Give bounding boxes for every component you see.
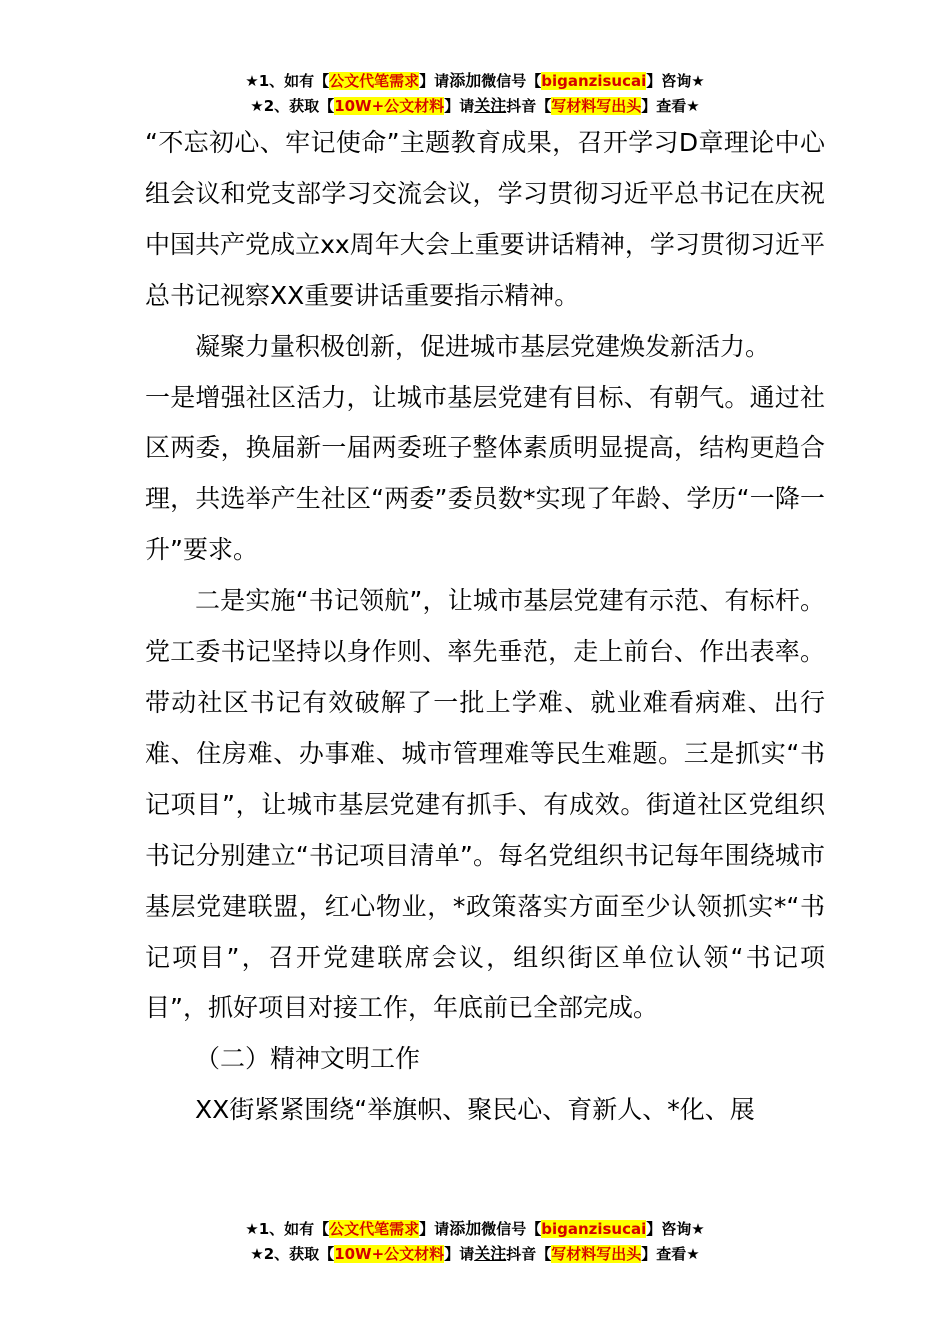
- banner-line-2: [0, 93, 950, 118]
- paragraph-3: 一是增强社区活力，让城市基层党建有目标、有朝气。通过社区两委，换届新一届两委班子整体素质明显提高，结构更趋合理，共选举产生社区“两委”委员数*实现了年龄、学历“一降一升”要求。: [145, 382, 825, 565]
- paragraph-1: “不忘初心、牢记使命”主题教育成果，召开学习D章理论中心组会议和党支部学习交流会议，学习贯彻习近平总书记在庆祝中国共产党成立xx周年大会上重要讲话精神，学习贯彻习近平总书记视察XX重要讲话重要指示精神。: [145, 128, 825, 310]
- banner-emphasis: 添加: [449, 71, 482, 90]
- banner-highlight: 10W+公文材料: [334, 97, 445, 115]
- banner-emphasis: 添加: [449, 1219, 482, 1238]
- banner-text: 】咨询★: [646, 72, 705, 90]
- paragraph-2: 凝聚力量积极创新，促进城市基层党建焕发新活力。: [195, 331, 771, 361]
- banner-line-1: [0, 68, 950, 93]
- banner-text: 】请: [419, 1220, 450, 1238]
- footer-banner: [0, 1216, 950, 1266]
- banner-text: ★2、获取【: [250, 1245, 335, 1263]
- banner-highlight: 写材料写出头: [551, 1245, 642, 1263]
- paragraph-6: XX街紧紧围绕“举旗帜、聚民心、育新人、*化、展: [195, 1095, 755, 1125]
- banner-highlight: 10W+公文材料: [334, 1245, 445, 1263]
- banner-text: 】请: [444, 97, 475, 115]
- banner-line-2: [0, 1241, 950, 1266]
- banner-text: 】查看★: [641, 1245, 700, 1263]
- banner-highlight: 公文代笔需求: [329, 72, 420, 90]
- banner-text: ★2、获取【: [250, 97, 335, 115]
- paragraph-4: 二是实施“书记领航”，让城市基层党建有示范、有标杆。党工委书记坚持以身作则、率先垂范，走上前台、作出表率。带动社区书记有效破解了一批上学难、就业难看病难、出行难、住房难、办事难、城市管理难等民生难题。三是抓实“书记项目”，让城市基层党建有抓手、有成效。街道社区党组织书记分别建立“书记项目清单”。每名党组织书记每年围绕城市基层党建联盟，红心物业，*政策落实方面至少认领抓实*“书记项目”，召开党建联席会议，组织街区单位认领“书记项目”，抓好项目对接工作，年底前已全部完成。: [145, 586, 825, 1023]
- header-banner: [0, 68, 950, 118]
- section-heading: （二）精神文明工作: [195, 1044, 421, 1074]
- banner-text: 】咨询★: [646, 1220, 705, 1238]
- banner-highlight: biganzisucai: [541, 1220, 647, 1238]
- banner-text: 】查看★: [641, 97, 700, 115]
- banner-highlight: 写材料写出头: [551, 97, 642, 115]
- banner-emphasis: 关注: [474, 96, 507, 115]
- banner-text: 】请: [419, 72, 450, 90]
- banner-highlight: 公文代笔需求: [329, 1220, 420, 1238]
- banner-text: ★1、如有【: [245, 1220, 330, 1238]
- banner-line-1: [0, 1216, 950, 1241]
- banner-highlight: biganzisucai: [541, 72, 647, 90]
- banner-text: ★1、如有【: [245, 72, 330, 90]
- banner-emphasis: 关注: [474, 1244, 507, 1263]
- banner-text: 】请: [444, 1245, 475, 1263]
- banner-text: 抖音【: [506, 1245, 552, 1263]
- document-body: [145, 118, 825, 1136]
- banner-text: 抖音【: [506, 97, 552, 115]
- banner-text: 微信号【: [481, 1220, 542, 1238]
- banner-text: 微信号【: [481, 72, 542, 90]
